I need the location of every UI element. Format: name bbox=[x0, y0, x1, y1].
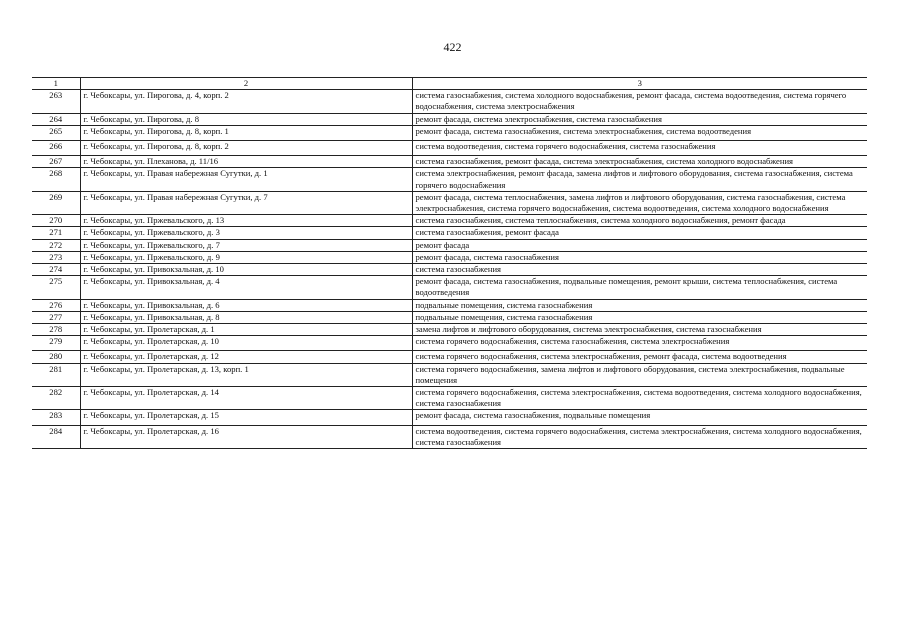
repair-works-cell: ремонт фасада bbox=[412, 239, 867, 251]
column-header-systems: 3 bbox=[412, 78, 867, 90]
row-number-cell: 283 bbox=[32, 410, 80, 425]
column-header-number: 1 bbox=[32, 78, 80, 90]
repair-works-cell: система водоотведения, система горячего водоснабжения, система электроснабжения, система холодного водоснабжения, система газоснабжения bbox=[412, 425, 867, 448]
address-cell: г. Чебоксары, ул. Привокзальная, д. 10 bbox=[80, 264, 412, 276]
repair-works-cell: система газоснабжения, ремонт фасада bbox=[412, 227, 867, 239]
address-cell: г. Чебоксары, ул. Пржевальского, д. 3 bbox=[80, 227, 412, 239]
repair-works-cell: система водоотведения, система горячего водоснабжения, система газоснабжения bbox=[412, 141, 867, 156]
page-number: 422 bbox=[443, 40, 462, 54]
address-cell: г. Чебоксары, ул. Привокзальная, д. 6 bbox=[80, 299, 412, 311]
repair-works-cell: ремонт фасада, система газоснабжения, подвальные помещения bbox=[412, 410, 867, 425]
repair-works-cell: система электроснабжения, ремонт фасада, замена лифтов и лифтового оборудования, система газоснабжения, система горячего водоснабжения bbox=[412, 168, 867, 191]
address-cell: г. Чебоксары, ул. Привокзальная, д. 4 bbox=[80, 276, 412, 299]
table-row bbox=[32, 425, 867, 448]
address-cell: г. Чебоксары, ул. Правая набережная Сугутки, д. 7 bbox=[80, 191, 412, 214]
table-row bbox=[32, 276, 867, 299]
repair-works-cell: система горячего водоснабжения, замена лифтов и лифтового оборудования, система электроснабжения, подвальные помещения bbox=[412, 363, 867, 386]
table-row bbox=[32, 239, 867, 251]
table-row bbox=[32, 191, 867, 214]
address-cell: г. Чебоксары, ул. Привокзальная, д. 8 bbox=[80, 311, 412, 323]
row-number-cell: 275 bbox=[32, 276, 80, 299]
row-number-cell: 263 bbox=[32, 90, 80, 113]
address-cell: г. Чебоксары, ул. Пролетарская, д. 16 bbox=[80, 425, 412, 448]
address-cell: г. Чебоксары, ул. Пролетарская, д. 1 bbox=[80, 324, 412, 336]
table-row bbox=[32, 363, 867, 386]
address-cell: г. Чебоксары, ул. Пржевальского, д. 7 bbox=[80, 239, 412, 251]
repair-works-cell: система горячего водоснабжения, система электроснабжения, ремонт фасада, система водоотведения bbox=[412, 351, 867, 363]
row-number-cell: 278 bbox=[32, 324, 80, 336]
row-number-cell: 276 bbox=[32, 299, 80, 311]
row-number-cell: 273 bbox=[32, 251, 80, 263]
table-header-row bbox=[32, 78, 867, 90]
repair-works-cell: система горячего водоснабжения, система электроснабжения, система водоотведения, система холодного водоснабжения, система газоснабжения bbox=[412, 387, 867, 410]
table-row bbox=[32, 227, 867, 239]
row-number-cell: 266 bbox=[32, 141, 80, 156]
table-row bbox=[32, 90, 867, 113]
address-cell: г. Чебоксары, ул. Пролетарская, д. 13, корп. 1 bbox=[80, 363, 412, 386]
repair-works-cell: замена лифтов и лифтового оборудования, система электроснабжения, система газоснабжения bbox=[412, 324, 867, 336]
row-number-cell: 280 bbox=[32, 351, 80, 363]
repair-works-cell: система газоснабжения, ремонт фасада, система электроснабжения, система холодного водоснабжения bbox=[412, 156, 867, 168]
address-cell: г. Чебоксары, ул. Пирогова, д. 8, корп. 2 bbox=[80, 141, 412, 156]
row-number-cell: 265 bbox=[32, 125, 80, 140]
housing-repair-table bbox=[32, 77, 867, 449]
repair-works-cell: система горячего водоснабжения, система газоснабжения, система электроснабжения bbox=[412, 336, 867, 351]
row-number-cell: 282 bbox=[32, 387, 80, 410]
row-number-cell: 269 bbox=[32, 191, 80, 214]
table-row bbox=[32, 264, 867, 276]
table-row bbox=[32, 311, 867, 323]
row-number-cell: 274 bbox=[32, 264, 80, 276]
row-number-cell: 272 bbox=[32, 239, 80, 251]
row-number-cell: 270 bbox=[32, 215, 80, 227]
row-number-cell: 279 bbox=[32, 336, 80, 351]
address-cell: г. Чебоксары, ул. Пролетарская, д. 10 bbox=[80, 336, 412, 351]
row-number-cell: 281 bbox=[32, 363, 80, 386]
table-body bbox=[32, 78, 867, 449]
table-row bbox=[32, 324, 867, 336]
repair-works-cell: ремонт фасада, система газоснабжения, подвальные помещения, ремонт крыши, система теплоснабжения, система водоотведения bbox=[412, 276, 867, 299]
table-row bbox=[32, 168, 867, 191]
table-row bbox=[32, 125, 867, 140]
table-row bbox=[32, 215, 867, 227]
table-row bbox=[32, 387, 867, 410]
address-cell: г. Чебоксары, ул. Пирогова, д. 4, корп. 2 bbox=[80, 90, 412, 113]
row-number-cell: 284 bbox=[32, 425, 80, 448]
address-cell: г. Чебоксары, ул. Пролетарская, д. 12 bbox=[80, 351, 412, 363]
address-cell: г. Чебоксары, ул. Пржевальского, д. 9 bbox=[80, 251, 412, 263]
address-cell: г. Чебоксары, ул. Плеханова, д. 11/16 bbox=[80, 156, 412, 168]
repair-works-cell: ремонт фасада, система теплоснабжения, замена лифтов и лифтового оборудования, система газоснабжения, система электроснабжения, система горячего водоснабжения, система водоотведения, система холодного водоснабжения bbox=[412, 191, 867, 214]
address-cell: г. Чебоксары, ул. Пирогова, д. 8, корп. 1 bbox=[80, 125, 412, 140]
repair-works-cell: ремонт фасада, система газоснабжения bbox=[412, 251, 867, 263]
table-row bbox=[32, 299, 867, 311]
address-cell: г. Чебоксары, ул. Пролетарская, д. 14 bbox=[80, 387, 412, 410]
address-cell: г. Чебоксары, ул. Пирогова, д. 8 bbox=[80, 113, 412, 125]
table-row bbox=[32, 336, 867, 351]
repair-works-cell: система газоснабжения, система теплоснабжения, система холодного водоснабжения, ремонт фасада bbox=[412, 215, 867, 227]
table-row bbox=[32, 141, 867, 156]
table-row bbox=[32, 351, 867, 363]
row-number-cell: 268 bbox=[32, 168, 80, 191]
column-header-address: 2 bbox=[80, 78, 412, 90]
row-number-cell: 264 bbox=[32, 113, 80, 125]
table-row bbox=[32, 410, 867, 425]
address-cell: г. Чебоксары, ул. Правая набережная Сугутки, д. 1 bbox=[80, 168, 412, 191]
row-number-cell: 267 bbox=[32, 156, 80, 168]
table-row bbox=[32, 113, 867, 125]
repair-works-cell: подвальные помещения, система газоснабжения bbox=[412, 311, 867, 323]
repair-works-cell: подвальные помещения, система газоснабжения bbox=[412, 299, 867, 311]
repair-works-cell: система газоснабжения bbox=[412, 264, 867, 276]
row-number-cell: 277 bbox=[32, 311, 80, 323]
table-row bbox=[32, 156, 867, 168]
repair-works-cell: ремонт фасада, система газоснабжения, система электроснабжения, система водоотведения bbox=[412, 125, 867, 140]
repair-works-cell: система газоснабжения, система холодного водоснабжения, ремонт фасада, система водоотведения, система горячего водоснабжения, система электроснабжения bbox=[412, 90, 867, 113]
address-cell: г. Чебоксары, ул. Пролетарская, д. 15 bbox=[80, 410, 412, 425]
address-cell: г. Чебоксары, ул. Пржевальского, д. 13 bbox=[80, 215, 412, 227]
table-row bbox=[32, 251, 867, 263]
repair-works-cell: ремонт фасада, система электроснабжения, система газоснабжения bbox=[412, 113, 867, 125]
row-number-cell: 271 bbox=[32, 227, 80, 239]
